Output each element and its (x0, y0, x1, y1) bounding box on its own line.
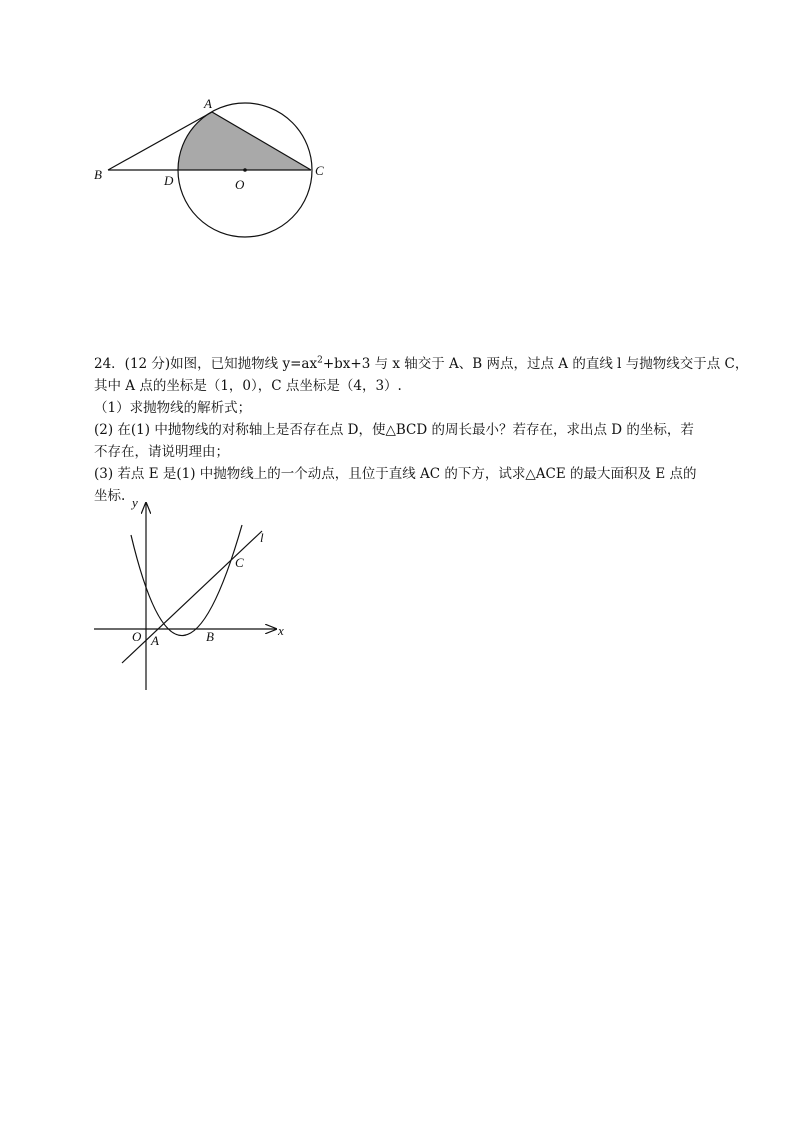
problem-line-1 (94, 353, 749, 375)
label-o2: O (132, 629, 142, 644)
label-d: D (164, 173, 174, 188)
center-dot (243, 168, 247, 172)
label-y: y (132, 495, 138, 510)
label-c: C (315, 163, 324, 178)
label-a2: A (151, 633, 159, 648)
label-c2: C (235, 555, 244, 570)
problem-part-3: (3) 若点 E 是(1) 中抛物线上的一个动点，且位于直线 AC 的下方，试求△ACE 的最大面积及 E 点的 (94, 466, 697, 482)
circle-figure (80, 88, 340, 248)
problem-line-2: 其中 A 点的坐标是（1，0），C 点坐标是（4，3）. (94, 378, 402, 394)
label-l: l (260, 530, 264, 545)
problem-line-1a: 24．(12 分)如图，已知抛物线 y=ax (94, 356, 318, 372)
label-x: x (278, 623, 284, 638)
problem-part-1: （1）求抛物线的解析式； (94, 400, 252, 416)
label-a: A (204, 96, 212, 111)
parabola-curve (131, 525, 242, 636)
problem-part-3-cont: 坐标. (94, 488, 126, 504)
label-b2: B (206, 629, 214, 644)
problem-part-2-cont: 不存在，请说明理由； (94, 444, 229, 460)
exponent: 2 (317, 355, 323, 366)
problem-line-1b: +bx+3 与 x 轴交于 A、B 两点，过点 A 的直线 l 与抛物线交于点 C， (322, 356, 749, 372)
parabola-figure (88, 495, 298, 695)
problem-part-2: (2) 在(1) 中抛物线的对称轴上是否存在点 D，使△BCD 的周长最小？若存在，求出点 D 的坐标，若 (94, 422, 694, 438)
label-o: O (235, 177, 245, 192)
line-l (122, 531, 262, 663)
label-b: B (94, 167, 102, 182)
problem-24 (94, 353, 749, 507)
